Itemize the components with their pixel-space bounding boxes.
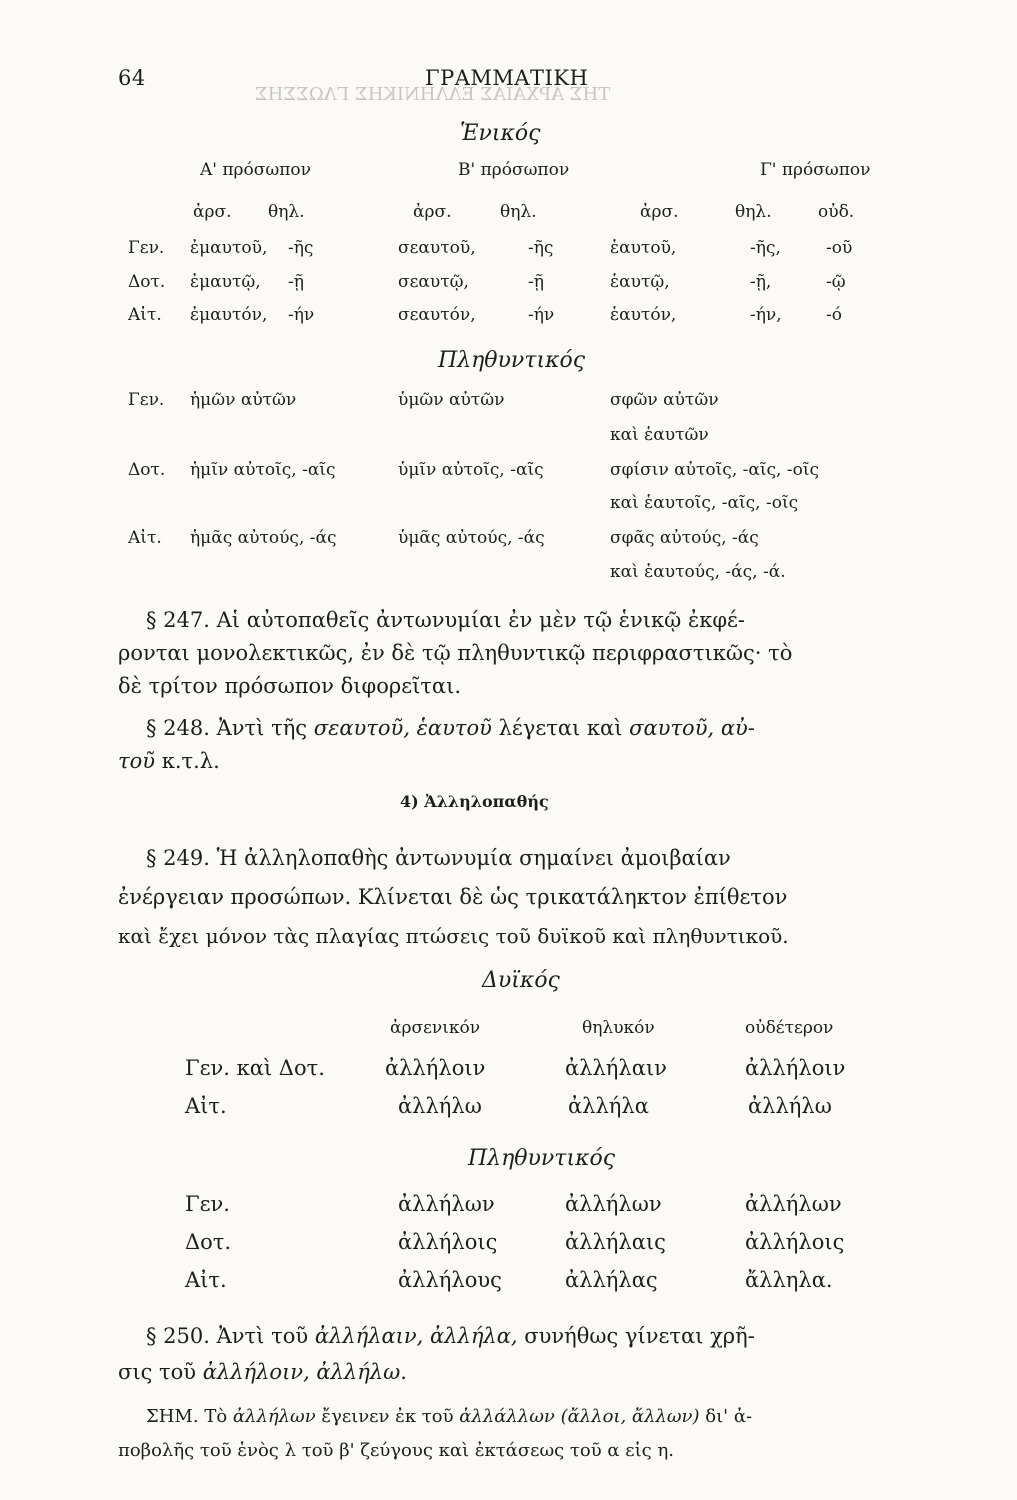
form: ἀλλήλα <box>568 1094 649 1118</box>
paragraph-text: ρονται μονολεκτικῶς, ἐν δὲ τῷ πληθυντικῷ περιφραστικῶς· τὸ <box>118 641 793 665</box>
gender-header: οὐδέτερον <box>745 1018 834 1038</box>
form: ἡμῶν αὐτῶν <box>190 390 297 410</box>
italic-term: ἀλλήλαιν, ἀλλήλα, <box>314 1324 518 1348</box>
form: ἀλλήλω <box>398 1094 482 1118</box>
case-label: Δοτ. <box>128 272 166 292</box>
form: ἑαυτῷ, <box>610 272 670 292</box>
form: σφίσιν αὐτοῖς, -αῖς, -οῖς <box>610 460 820 480</box>
form: ἀλλήλων <box>565 1192 662 1216</box>
section-number: § 249. <box>146 846 210 870</box>
bleed-through-title: ΤΗΣ ΑΡΧΑΙΑΣ ΕΛΛΗΝΙΚΗΣ ΓΛΩΣΣΗΣ <box>255 84 611 105</box>
dual-title: Δυϊκός <box>482 968 560 993</box>
person-2-header: Β' πρόσωπον <box>458 160 570 180</box>
paragraph-text: Ἀντὶ τῆς <box>216 716 308 740</box>
case-label: Γεν. <box>185 1192 230 1216</box>
paragraph-text: ἐνέργειαν προσώπων. Κλίνεται δὲ ὡς τρικατάληκτον ἐπίθετον <box>118 885 788 909</box>
note-label: ΣΗΜ. <box>146 1406 199 1427</box>
page-number: 64 <box>118 66 146 90</box>
italic-term: (ἄλλοι, ἄλλων) <box>560 1406 700 1427</box>
form: ἑαυτόν, <box>610 305 677 325</box>
paragraph-text: Ἀντὶ τοῦ <box>216 1324 309 1348</box>
gender-abbr: ἀρσ. <box>413 202 452 222</box>
plural-title: Πληθυντικός <box>438 348 586 373</box>
form: ἀλλήλαις <box>565 1230 666 1254</box>
form: ἡμᾶς αὐτούς, -άς <box>190 528 337 548</box>
gender-abbr: θηλ. <box>735 202 772 222</box>
form: ἐμαυτῷ, <box>190 272 261 292</box>
italic-term: ἀλλάλλων <box>459 1406 555 1427</box>
person-3-header: Γ' πρόσωπον <box>760 160 871 180</box>
case-label: Δοτ. <box>128 460 166 480</box>
form: ἀλλήλας <box>565 1268 658 1292</box>
form: -ῇ, <box>750 272 772 292</box>
person-1-header: Α' πρόσωπον <box>200 160 311 180</box>
form: ἀλλήλαιν <box>565 1056 667 1080</box>
gender-abbr: οὐδ. <box>818 202 855 222</box>
form: καὶ ἑαυτοῖς, -αῖς, -οῖς <box>610 493 799 513</box>
italic-term: τοῦ <box>118 749 156 773</box>
section-number: § 250. <box>146 1324 210 1348</box>
paragraph-text: σις τοῦ <box>118 1360 197 1384</box>
case-label: Δοτ. <box>185 1230 232 1254</box>
form: ὑμῖν αὐτοῖς, -αῖς <box>398 460 544 480</box>
form: καὶ ἑαυτῶν <box>610 425 709 445</box>
gender-abbr: θηλ. <box>268 202 305 222</box>
form: σεαυτοῦ, <box>398 238 476 258</box>
form: ὑμᾶς αὐτούς, -άς <box>398 528 545 548</box>
gender-header: θηλυκόν <box>582 1018 655 1038</box>
form: σεαυτῷ, <box>398 272 469 292</box>
form: -ό <box>826 305 842 325</box>
note-text: ποβολῆς τοῦ ἑνὸς λ τοῦ β' ζεύγους καὶ ἐκτάσεως τοῦ α εἰς η. <box>118 1440 674 1461</box>
italic-term: σεαυτοῦ, ἑαυτοῦ <box>313 716 492 740</box>
form: ἀλλήλων <box>398 1192 495 1216</box>
form: -ῇ <box>288 272 304 292</box>
form: ἀλλήλοις <box>398 1230 498 1254</box>
note-text: ἔγεινεν ἐκ τοῦ <box>321 1406 454 1427</box>
form: ὑμῶν αὐτῶν <box>398 390 505 410</box>
case-label: Αἰτ. <box>128 528 162 548</box>
form: -ῇ <box>528 272 544 292</box>
paragraph-text: συνήθως γίνεται χρῆ- <box>524 1324 755 1348</box>
plural-title: Πληθυντικός <box>468 1146 616 1171</box>
gender-abbr: ἀρσ. <box>193 202 232 222</box>
paragraph-text: κ.τ.λ. <box>161 749 220 773</box>
form: ἑαυτοῦ, <box>610 238 677 258</box>
form: ἐμαυτόν, <box>190 305 268 325</box>
note-text: Τὸ <box>204 1406 228 1427</box>
form: ἀλλήλοιν <box>385 1056 486 1080</box>
singular-title: Ἑνικός <box>460 121 541 146</box>
form: καὶ ἑαυτούς, -άς, -ά. <box>610 562 786 582</box>
paragraph-text: καὶ ἔχει μόνον τὰς πλαγίας πτώσεις τοῦ δυϊκοῦ καὶ πληθυντικοῦ. <box>118 924 789 948</box>
paragraph-text: δὲ τρίτον πρόσωπον διφορεῖται. <box>118 674 462 698</box>
case-label: Αἰτ. <box>185 1268 227 1292</box>
form: -ήν <box>528 305 555 325</box>
form: ἀλλήλοις <box>745 1230 845 1254</box>
section-number: § 247. <box>146 608 210 632</box>
subheading: 4) Ἀλληλοπαθής <box>400 792 549 811</box>
section-number: § 248. <box>146 716 210 740</box>
italic-term: ἀλλήλων <box>232 1406 316 1427</box>
case-label: Αἰτ. <box>185 1094 227 1118</box>
form: ἐμαυτοῦ, <box>190 238 268 258</box>
italic-term: σαυτοῦ, αὐ- <box>629 716 755 740</box>
form: ἀλλήλοιν <box>745 1056 846 1080</box>
gender-header: ἀρσενικόν <box>390 1018 481 1038</box>
italic-term: ἀλλήλοιν, ἀλλήλω. <box>202 1360 407 1384</box>
case-label: Γεν. <box>128 238 165 258</box>
paragraph-text: λέγεται καὶ <box>498 716 623 740</box>
form: -ῆς, <box>750 238 781 258</box>
case-label: Γεν. καὶ Δοτ. <box>185 1056 325 1080</box>
form: ἀλλήλω <box>748 1094 832 1118</box>
form: σφᾶς αὐτούς, -άς <box>610 528 759 548</box>
form: -οῦ <box>826 238 853 258</box>
form: σφῶν αὐτῶν <box>610 390 719 410</box>
form: -ήν, <box>750 305 782 325</box>
form: ἀλλήλους <box>398 1268 502 1292</box>
form: ἀλλήλων <box>745 1192 842 1216</box>
form: σεαυτόν, <box>398 305 476 325</box>
running-title: ΓΡΑΜΜΑΤΙΚΗ <box>425 66 589 90</box>
form: -ῷ <box>826 272 846 292</box>
form: -ῆς <box>528 238 554 258</box>
form: -ῆς <box>288 238 314 258</box>
gender-abbr: ἀρσ. <box>640 202 679 222</box>
form: ἡμῖν αὐτοῖς, -αῖς <box>190 460 336 480</box>
paragraph-text: Αἱ αὐτοπαθεῖς ἀντωνυμίαι ἐν μὲν τῷ ἑνικῷ ἐκφέ- <box>216 608 746 632</box>
case-label: Αἰτ. <box>128 305 162 325</box>
note-text: δι' ἀ- <box>705 1406 753 1427</box>
gender-abbr: θηλ. <box>500 202 537 222</box>
form: ἄλληλα. <box>745 1268 833 1292</box>
form: -ήν <box>288 305 315 325</box>
case-label: Γεν. <box>128 390 165 410</box>
paragraph-text: Ἡ ἀλληλοπαθὴς ἀντωνυμία σημαίνει ἀμοιβαίαν <box>216 846 731 870</box>
